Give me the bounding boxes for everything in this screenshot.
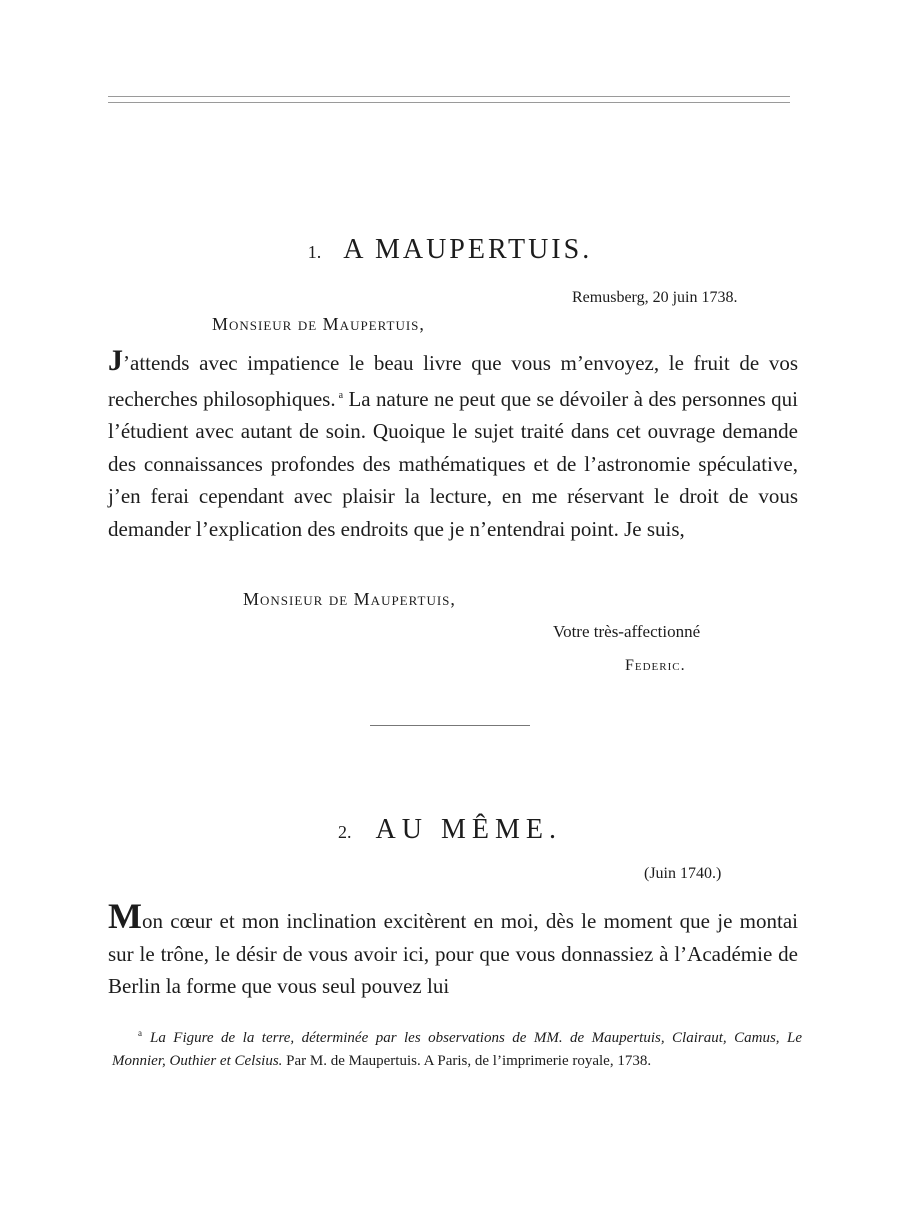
- letter-2-dropcap: M: [108, 896, 142, 936]
- letter-1-number: 1.: [307, 242, 322, 262]
- letter-2-body: [108, 898, 798, 1003]
- letter-1-body: [108, 345, 798, 545]
- letter-2-body-text: on cœur et mon inclination excitèrent en moi, dès le moment que je montai sur le trône, le désir de vous avoir ici, pour que vous donnassiez à l’Académie de Berlin la forme que vous seul pouvez lui: [108, 909, 798, 998]
- footnote-reference[interactable]: a: [338, 389, 344, 401]
- letter-2-number: 2.: [338, 822, 352, 842]
- letter-2-heading: [0, 814, 900, 846]
- footnote-italic-text: La Figure de la terre, déterminée par les observations de MM. de Maupertuis, Clairaut, Camus, Le Monnier, Outhier et Celsius.: [112, 1030, 802, 1069]
- header-rule: [108, 96, 790, 103]
- letter-1-body-text: ’attends avec impatience le beau livre que vous m’envoyez, le fruit de vos recherches philosophiques.: [108, 351, 798, 411]
- footnote: [112, 1022, 802, 1073]
- footnote-roman-text: Par M. de Maupertuis. A Paris, de l’imprimerie royale, 1738.: [286, 1053, 652, 1069]
- letter-1-body-continued: La nature ne peut que se dévoiler à des personnes qui l’étudient avec autant de soin. Quoique le sujet traité dans cet ouvrage demande des connaissances profondes des mathématiques et de l’astronomie spéculative, j’en ferai cependant avec plaisir la lecture, en me réservant le droit de vous demander l’explication des endroits que je n’entendrai point. Je suis,: [108, 386, 799, 541]
- letter-1-salutation: Monsieur de Maupertuis,: [212, 314, 425, 334]
- letter-1-title: A MAUPERTUIS.: [343, 234, 593, 265]
- footnote-mark: a: [138, 1028, 142, 1038]
- letter-1-signature: Federic.: [625, 657, 686, 674]
- letter-1-valediction: Votre très-affectionné: [553, 622, 701, 641]
- section-divider: [370, 725, 530, 726]
- letter-1-heading: [0, 234, 900, 266]
- letter-1-dropcap: J: [108, 344, 123, 377]
- letter-2-title: AU MÊME.: [375, 814, 562, 845]
- letter-1-dateline: Remusberg, 20 juin 1738.: [572, 289, 738, 306]
- letter-1-closing: Monsieur de Maupertuis,: [243, 589, 456, 609]
- letter-2-dateline: (Juin 1740.): [644, 865, 722, 882]
